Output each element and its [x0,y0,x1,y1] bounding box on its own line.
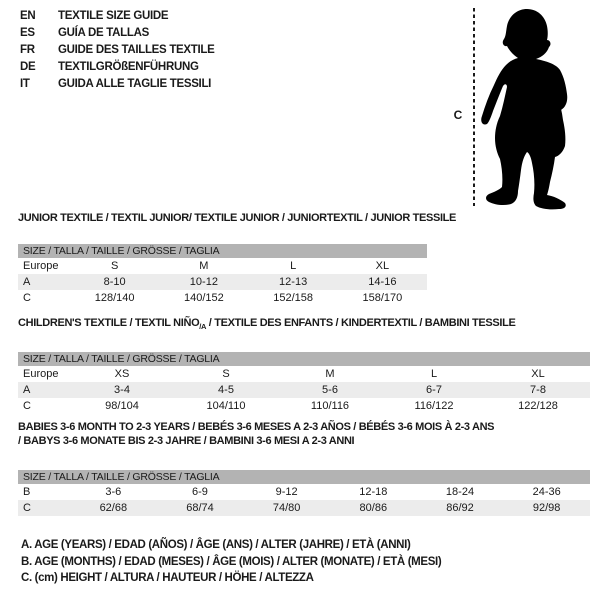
row-label: C [23,400,31,413]
cell: 24-36 [532,486,561,499]
legend-age-months: B. AGE (MONTHS) / EDAD (MESES) / ÂGE (MOIS) / ALTER (MONATE) / ETÀ (MESI) [21,555,442,568]
cell: 6-9 [192,486,208,499]
childrens-textile-section [18,316,590,414]
cell: 128/140 [94,292,135,305]
cell: XL [531,368,545,381]
table-row-europe [18,366,590,382]
cell: 62/68 [99,502,128,515]
cell: M [199,260,209,273]
table-row-age-months [18,484,590,500]
language-row [20,8,215,25]
cell: L [430,368,438,381]
cell: 12-18 [359,486,388,499]
junior-textile-section [18,211,457,306]
cell: 92/98 [532,502,561,515]
baby-silhouette-graphic [430,0,600,220]
cell: 80/86 [359,502,388,515]
row-label: C [23,502,31,515]
babies-size-table [18,470,590,516]
guide-title-it: GUIDA ALLE TAGLIE TESSILI [58,78,212,90]
height-marker-label: C [453,108,463,122]
row-label: A [23,276,31,289]
cell: S [110,260,119,273]
cell: 158/170 [362,292,403,305]
row-label: A [23,384,31,397]
row-label: B [23,486,31,499]
cell: 104/110 [206,400,246,413]
cell: 68/74 [186,502,214,515]
cell: XS [114,368,130,381]
guide-title-en: TEXTILE SIZE GUIDE [58,10,169,22]
legend-height: C. (cm) HEIGHT / ALTURA / HAUTEUR / HÖHE / ALTEZZA [21,572,314,584]
row-label: Europe [23,260,59,273]
cell: M [325,368,335,381]
table-row-age-years [18,274,427,290]
language-row [20,59,215,76]
language-row [20,42,215,59]
guide-title-es: GUÍA DE TALLAS [58,27,149,39]
table-title-text: JUNIOR TEXTILE / TEXTIL JUNIOR/ TEXTILE JUNIOR / JUNIORTEXTIL / JUNIOR TESSILE [18,212,457,224]
cell: 14-16 [368,276,397,289]
table-title-text: BABIES 3-6 MONTH TO 2-3 YEARS / BEBÉS 3-6 MESES A 2-3 AÑOS / BÉBÉS 3-6 MOIS À 2-3 ANS / BABYS 3-6 MONATE BIS 2-3 JAHRE / BAMBINI 3-6 MESI A 2-3 ANNI [18,421,495,447]
row-label: C [23,292,31,305]
table-row-height [18,290,427,306]
table-row-height [18,398,590,414]
guide-title-de: TEXTILGRÖßENFÜHRUNG [58,61,199,73]
babies-textile-section [18,420,590,516]
cell: XL [375,260,390,273]
junior-size-table [18,244,427,306]
cell: 8-10 [103,276,126,289]
table-row-height [18,500,590,516]
cell: 74/80 [272,502,301,515]
table-size-header: SIZE / TALLA / TAILLE / GRÖSSE / TAGLIA [18,244,427,258]
cell: 3-4 [114,384,130,397]
language-code: ES [20,27,35,39]
language-row [20,76,215,93]
baby-silhouette-icon [481,9,567,209]
table-title-children [18,316,590,334]
table-size-header: SIZE / TALLA / TAILLE / GRÖSSE / TAGLIA [18,470,590,484]
cell: L [290,260,297,273]
legend-age-years: A. AGE (YEARS) / EDAD (AÑOS) / ÂGE (ANS) / ALTER (JAHRE) / ETÀ (ANNI) [21,539,411,551]
baby-figure-block [430,0,600,220]
table-row-age-years [18,382,590,398]
cell: 152/158 [273,292,313,305]
row-label: Europe [23,368,59,381]
table-title-junior [18,211,457,229]
language-code: EN [20,10,36,22]
cell: 10-12 [189,276,218,289]
table-title-subscript: /A [199,322,207,332]
language-code: DE [20,61,36,73]
language-title-block [20,8,215,93]
cell: 140/152 [183,292,224,305]
table-title-rest: / TEXTILE DES ENFANTS / KINDERTEXTIL / BAMBINI TESSILE [206,317,516,329]
cell: 4-5 [218,384,234,397]
cell: 9-12 [275,486,298,499]
cell: 12-13 [279,276,308,289]
language-code: FR [20,44,35,56]
table-size-header: SIZE / TALLA / TAILLE / GRÖSSE / TAGLIA [18,352,590,366]
cell: S [222,368,230,381]
cell: 5-6 [322,384,338,397]
cell: 3-6 [105,486,122,499]
table-row-europe [18,258,427,274]
guide-title-fr: GUIDE DES TAILLES TEXTILE [58,44,215,56]
cell: 6-7 [426,384,442,397]
table-title-text: CHILDREN'S TEXTILE / TEXTIL NIÑO [18,317,200,329]
cell: 7-8 [530,384,546,397]
cell: 116/122 [414,400,454,413]
language-code: IT [20,78,30,90]
cell: 122/128 [518,400,558,413]
language-row [20,25,215,42]
cell: 98/104 [105,400,139,413]
childrens-size-table [18,352,590,414]
cell: 86/92 [446,502,474,515]
legend-block [21,537,441,587]
table-title-babies [18,420,498,452]
cell: 110/116 [310,400,350,413]
cell: 18-24 [445,486,475,499]
